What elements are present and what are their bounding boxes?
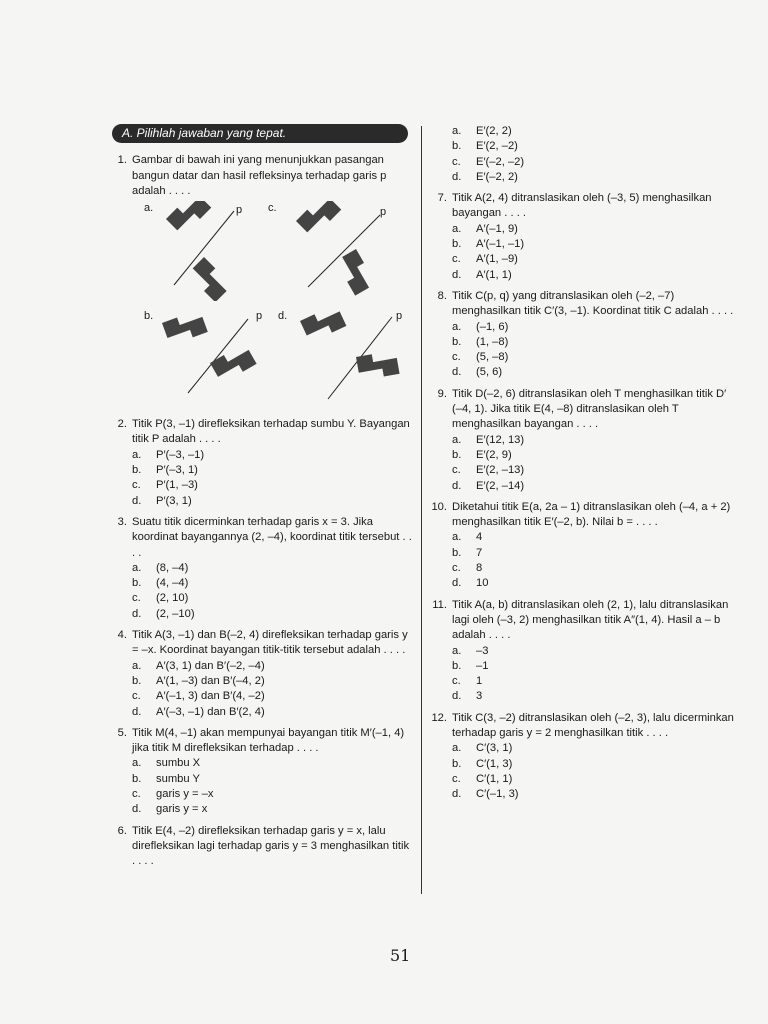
answer-option[interactable] (132, 448, 412, 463)
answer-option[interactable] (452, 252, 734, 267)
option-text: P′(1, –3) (156, 479, 198, 492)
option-text: C′(1, 3) (476, 757, 513, 770)
answer-option[interactable] (132, 674, 412, 689)
option-letter: d. (452, 268, 462, 281)
question-text: Titik A(2, 4) ditranslasikan oleh (–3, 5) menghasilkan bayangan . . . . (452, 192, 712, 220)
option-text: A′(–1, 3) dan B′(4, –2) (156, 690, 265, 703)
option-letter: b. (132, 464, 142, 477)
shape-image (210, 343, 257, 384)
option-text: E′(–2, 2) (476, 170, 518, 183)
answer-option[interactable] (452, 350, 734, 365)
question-text: Titik E(4, –2) direfleksikan terhadap garis y = x, lalu direfleksikan lagi terhadap garis y = 3 menghasilkan titik . . . . (132, 824, 410, 868)
option-letter: a. (132, 448, 142, 461)
right-question-list (432, 191, 734, 802)
page-number: 51 (390, 946, 411, 965)
option-letter: b. (452, 546, 462, 559)
question-6-options (452, 124, 734, 185)
option-letter: a. (132, 561, 142, 574)
question-number: 2. (117, 418, 127, 431)
question-item (432, 500, 734, 592)
option-letter: b. (132, 674, 142, 687)
question-number: 7. (437, 192, 447, 205)
reflection-figure (144, 309, 274, 409)
answer-option[interactable] (132, 705, 412, 720)
answer-options (132, 659, 412, 720)
question-number: 9. (437, 387, 447, 400)
section-heading: A. Pilihlah jawaban yang tepat. (112, 124, 408, 143)
answer-option[interactable] (452, 237, 734, 252)
figure-label: d. (278, 310, 288, 323)
left-question-list (112, 417, 412, 869)
option-letter: b. (452, 238, 462, 251)
column-divider (421, 126, 422, 894)
option-letter: c. (132, 788, 141, 801)
answer-option[interactable] (452, 787, 734, 802)
option-letter: c. (452, 253, 461, 266)
option-letter: b. (132, 772, 142, 785)
option-text: 7 (476, 546, 483, 559)
answer-option[interactable] (132, 787, 412, 802)
option-letter: d. (452, 788, 462, 801)
option-text: A′(–3, –1) dan B′(2, 4) (156, 705, 265, 718)
option-letter: b. (452, 335, 462, 348)
answer-option[interactable] (452, 222, 734, 237)
answer-option[interactable] (452, 576, 734, 591)
option-letter: c. (132, 479, 141, 492)
shape-original (166, 201, 211, 236)
question-item (432, 289, 734, 381)
option-text: (4, –4) (156, 577, 189, 590)
option-letter: c. (452, 351, 461, 364)
option-letter: a. (132, 757, 142, 770)
option-letter: a. (452, 125, 462, 137)
option-text: sumbu X (156, 757, 201, 770)
option-text: C′(–1, 3) (476, 788, 519, 801)
question-number: 11. (432, 598, 447, 611)
answer-option[interactable] (452, 561, 734, 576)
option-text: E′(–2, –2) (476, 155, 525, 168)
answer-option[interactable] (452, 757, 734, 772)
answer-option[interactable] (132, 494, 412, 509)
option-text: C′(3, 1) (476, 742, 513, 755)
shape-original (296, 201, 341, 238)
question-text: Titik C(3, –2) ditranslasikan oleh (–2, 3), lalu dicerminkan terhadap garis y = 2 menghasilkan titik . . . . (452, 711, 734, 739)
answer-option[interactable] (132, 659, 412, 674)
option-text: P′(–3, 1) (156, 464, 198, 477)
option-letter: c. (452, 562, 461, 575)
option-text: 4 (476, 531, 483, 544)
question-item (432, 387, 734, 494)
option-letter: d. (452, 690, 462, 703)
answer-option[interactable] (452, 644, 734, 659)
option-text: C′(1, 1) (476, 772, 513, 785)
question-text: Gambar di bawah ini yang menunjukkan pasangan bangun datar dan hasil refleksinya terhadap garis p adalah . . . . (132, 154, 387, 197)
answer-option[interactable] (452, 433, 734, 448)
option-text: E′(2, –13) (476, 464, 525, 477)
answer-options (452, 433, 734, 494)
answer-option[interactable] (132, 561, 412, 576)
option-letter: a. (452, 644, 462, 657)
reflection-figure (144, 201, 274, 301)
left-column (112, 124, 412, 876)
question-item (112, 824, 412, 870)
option-text: A′(–1, –1) (476, 238, 525, 251)
answer-option[interactable] (452, 659, 734, 674)
answer-options (452, 741, 734, 802)
option-letter: b. (452, 659, 462, 672)
option-text: garis y = x (156, 803, 208, 816)
option-text: (5, 6) (476, 366, 503, 379)
option-text: P′(3, 1) (156, 494, 192, 507)
option-letter: c. (452, 464, 461, 477)
figure-label: c. (268, 202, 277, 215)
option-text: (1, –8) (476, 335, 509, 348)
option-text: –1 (476, 659, 489, 672)
answer-option[interactable] (132, 772, 412, 787)
answer-options (452, 222, 734, 283)
answer-options (132, 561, 412, 622)
question-text: Titik A(a, b) ditranslasikan oleh (2, 1), lalu ditranslasikan lagi oleh (–3, 2) menghasilkan titik A″(1, 4). Hasil a – b adalah . . . . (452, 598, 729, 642)
shape-image (187, 257, 232, 301)
option-text: A′(1, –3) dan B′(–4, 2) (156, 674, 265, 687)
option-letter: d. (132, 607, 142, 620)
option-letter: b. (132, 577, 142, 590)
option-letter: c. (132, 690, 141, 703)
question-item (432, 191, 734, 283)
question-text: Diketahui titik E(a, 2a – 1) ditranslasikan oleh (–4, a + 2) menghasilkan titik E′(–2, b). Nilai b = . . . . (452, 500, 731, 529)
question-number: 4. (117, 629, 127, 642)
answer-option[interactable] (452, 674, 734, 689)
option-letter: a. (452, 222, 462, 235)
question-item (112, 417, 412, 509)
option-letter: c. (452, 772, 461, 785)
answer-options (452, 530, 734, 591)
answer-option[interactable] (452, 335, 734, 350)
right-column (432, 124, 734, 808)
option-text: 1 (476, 675, 483, 688)
answer-option[interactable] (452, 546, 734, 561)
line-label: p (380, 206, 387, 219)
option-letter: d. (452, 577, 462, 590)
option-letter: b. (452, 757, 462, 770)
option-letter: b. (452, 448, 462, 461)
option-letter: c. (452, 675, 461, 688)
answer-option[interactable] (452, 772, 734, 787)
line-label: p (396, 310, 403, 323)
question-text: Titik P(3, –1) direfleksikan terhadap sumbu Y. Bayangan titik P adalah . . . . (132, 418, 410, 446)
answer-option[interactable] (132, 478, 412, 493)
answer-option[interactable] (132, 756, 412, 771)
shape-original (300, 309, 346, 343)
option-letter: d. (452, 479, 462, 492)
option-letter: a. (452, 433, 462, 446)
answer-option[interactable] (452, 139, 734, 154)
question-item (112, 726, 412, 818)
question-number: 5. (117, 726, 127, 739)
option-letter: d. (132, 494, 142, 507)
option-text: 3 (476, 690, 483, 703)
figure-label: a. (144, 202, 154, 215)
reflection-figure (268, 201, 398, 301)
figure-grid (128, 201, 412, 411)
answer-option[interactable] (452, 170, 734, 185)
option-letter: b. (452, 140, 462, 153)
option-text: E′(12, 13) (476, 433, 525, 446)
option-text: 10 (476, 577, 489, 590)
option-text: P′(–3, –1) (156, 448, 205, 461)
reflection-figure (278, 309, 408, 409)
shape-image (335, 249, 376, 296)
option-text: E′(2, 9) (476, 448, 512, 461)
option-text: (2, 10) (156, 592, 189, 605)
figure-option-a (144, 201, 274, 301)
option-letter: a. (452, 320, 462, 333)
answer-options (132, 756, 412, 817)
answer-option[interactable] (132, 463, 412, 478)
option-letter: d. (452, 170, 462, 183)
question-number: 6. (117, 824, 127, 837)
question-text: Titik M(4, –1) akan mempunyai bayangan titik M′(–1, 4) jika titik M direfleksikan terhadap . . . . (132, 726, 405, 755)
option-letter: a. (452, 742, 462, 755)
question-text: Titik A(3, –1) dan B(–2, 4) direfleksikan terhadap garis y = –x. Koordinat bayangan titik-titik tersebut adalah . . . . (132, 629, 408, 657)
question-text: Titik D(–2, 6) ditranslasikan oleh T menghasilkan titik D′(–4, 1). Jika titik E(4, –8) ditranslasikan oleh T menghasilkan bayangan . . . . (452, 387, 727, 431)
question-item (112, 628, 412, 720)
option-text: A′(3, 1) dan B′(–2, –4) (156, 659, 265, 672)
answer-option[interactable] (452, 365, 734, 380)
line-label: p (256, 310, 263, 323)
option-text: (2, –10) (156, 607, 195, 620)
answer-option[interactable] (452, 479, 734, 494)
question-item (432, 711, 734, 803)
option-text: (8, –4) (156, 561, 189, 574)
option-text: E′(2, –2) (476, 140, 518, 153)
question-text: Titik C(p, q) yang ditranslasikan oleh (–2, –7) menghasilkan titik C′(3, –1). Koordinat titik C adalah . . . . (452, 289, 734, 318)
shape-original (162, 310, 208, 346)
answer-option[interactable] (452, 689, 734, 704)
option-letter: a. (452, 531, 462, 544)
answer-option[interactable] (132, 591, 412, 606)
figure-option-d (278, 309, 408, 409)
option-letter: d. (452, 366, 462, 379)
option-letter: d. (132, 803, 142, 816)
question-number: 12. (431, 711, 447, 724)
answer-option[interactable] (132, 689, 412, 704)
option-text: E′(2, 2) (476, 125, 512, 137)
answer-options (452, 644, 734, 705)
option-letter: d. (132, 705, 142, 718)
figure-label: b. (144, 310, 154, 323)
option-text: garis y = –x (156, 788, 214, 801)
answer-options (452, 320, 734, 381)
answer-option[interactable] (132, 802, 412, 817)
option-text: (5, –8) (476, 351, 509, 364)
answer-option[interactable] (132, 576, 412, 591)
option-text: A′(1, 1) (476, 268, 512, 281)
answer-option[interactable] (132, 607, 412, 622)
option-text: E′(2, –14) (476, 479, 525, 492)
line-label: p (236, 204, 243, 217)
option-letter: a. (132, 659, 142, 672)
question-number: 1. (117, 154, 127, 167)
question-item (112, 515, 412, 622)
answer-option[interactable] (452, 463, 734, 478)
answer-option[interactable] (452, 448, 734, 463)
answer-option[interactable] (452, 124, 734, 139)
question-number: 8. (437, 289, 447, 302)
answer-option[interactable] (452, 530, 734, 545)
answer-option[interactable] (452, 320, 734, 335)
question-number: 10. (431, 500, 447, 513)
figure-option-c (268, 201, 398, 301)
option-text: sumbu Y (156, 772, 200, 785)
figure-option-b (144, 309, 274, 409)
option-text: A′(–1, 9) (476, 222, 518, 235)
option-text: A′(1, –9) (476, 253, 518, 266)
answer-option[interactable] (452, 155, 734, 170)
question-item (432, 598, 734, 705)
question-1 (112, 153, 412, 411)
option-text: (–1, 6) (476, 320, 509, 333)
question-number: 3. (117, 515, 127, 528)
option-letter: c. (132, 592, 141, 605)
option-letter: c. (452, 155, 461, 168)
answer-option[interactable] (452, 741, 734, 756)
question-text: Suatu titik dicerminkan terhadap garis x = 3. Jika koordinat bayangannya (2, –4), koordinat titik tersebut . . . . (132, 515, 412, 559)
option-text: 8 (476, 562, 483, 575)
answer-options (132, 448, 412, 509)
option-text: –3 (476, 644, 489, 657)
answer-option[interactable] (452, 268, 734, 283)
